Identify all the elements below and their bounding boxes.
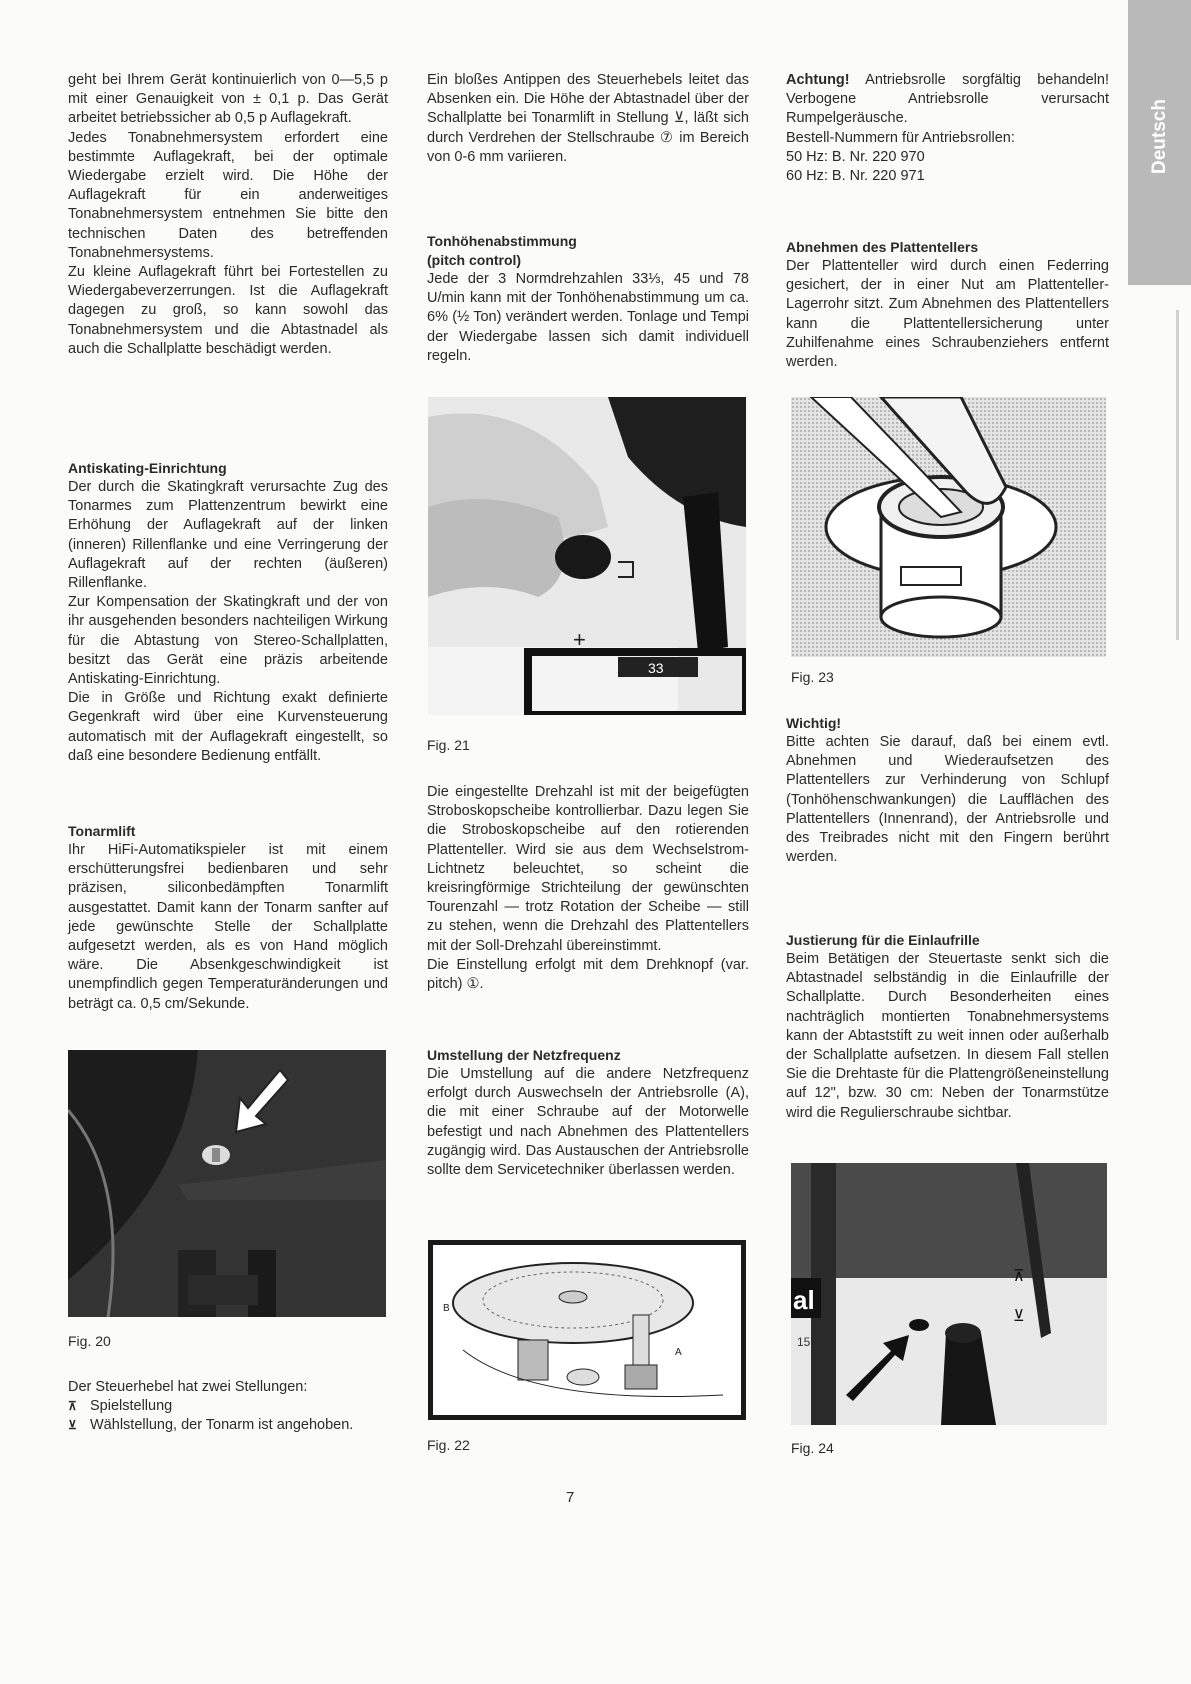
paragraph: Beim Betätigen der Steuertaste senkt sich die Abtastnadel selbständig in die Einlaufrille der Schallplatte. Durch Besonderheiten eines nachträglich montierten Tonabnehmersystems kann der Abtaststift zu weit innen oder außerhalb der Schallplatte aufsetzen. In diesem Fall stellen Sie die Drehtaste für die Plattengrößeneinstellung auf 12", bzw. 30 cm: Neben der Tonarmstütze wird die Regulierschraube sichtbar. [786,951,1109,1121]
achtung-section [786,71,1109,186]
figure-22-label-a: A [675,1347,682,1358]
netz-section [427,1046,749,1180]
wichtig-section [786,714,1109,867]
abnehmen-section [786,238,1109,372]
svg-text:⊻: ⊻ [1013,1308,1025,1325]
select-position-icon: ⊻ [68,1418,77,1433]
justierung-section [786,931,1109,1123]
tonarmlift-section [68,822,388,1014]
section-heading: Wichtig! [786,715,842,731]
paragraph: Jede der 3 Normdrehzahlen 33⅓, 45 und 78 U/min kann mit der Tonhöhenabstimmung um ca. 6% (½ Ton) verändert werden. Tonlage und Tempi der Wiedergabe lassen sich damit individuell regeln. [427,271,749,364]
figure-23-caption: Fig. 23 [791,669,834,685]
figure-24 [791,1163,1107,1425]
paragraph: Der Steuerhebel hat zwei Stellungen: [68,1379,308,1395]
play-position-icon: ⊼ [68,1399,77,1414]
warning-label: Achtung! [786,72,850,88]
paragraph: Bitte achten Sie darauf, daß bei einem evtl. Abnehmen und Wiederaufsetzen des Plattentellers zur Verhinderung von Schlupf (Tonhöhenschwankungen) die Laufflächen des Plattentellers (Innenrand), der Antriebsrolle und des Treibrades nicht mit den Fingern berührt werden. [786,734,1109,866]
figure-23 [791,397,1106,657]
page-number: 7 [566,1489,575,1506]
svg-text:+: + [573,627,586,652]
section-heading: Antiskating-Einrichtung [68,460,227,476]
warning-paragraph: Achtung! Antriebsrolle sorgfältig behandeln! Verbogene Antriebsrolle verursacht Rumpelgeräusche. [786,72,1109,127]
figure-21-label: 33 [648,660,664,676]
paragraph: Die eingestellte Drehzahl ist mit der beigefügten Stroboskopscheibe kontrollierbar. Dazu legen Sie die Stroboskopscheibe auf den rotierenden Plattenteller. Wird sie aus dem Wechselstrom-Lichtnetz beleuchtet, so scheint die kreisringförmige Strichteilung der gewünschten Tourenzahl — trotz Rotation der Scheibe — still zu stehen, wenn die Drehzahl des Plattentellers mit der Soll-Drehzahl übereinstimmt. [427,784,749,954]
strobo-section [427,783,749,994]
section-heading: Tonarmlift [68,823,136,839]
column-1-intro [68,71,388,359]
paragraph: Der durch die Skatingkraft verursachte Zug des Tonarmes zum Plattenzentrum bewirkt eine Erhöhung der Auflagekraft auf der linken (inneren) Rillenflanke und eine Verringerung der Auflagekraft auf der rechten (äußeren) Rillenflanke. [68,479,388,592]
figure-20 [68,1050,386,1317]
order-number-60hz: 60 Hz: B. Nr. 220 971 [786,168,925,185]
figure-21 [428,397,746,715]
paragraph: Der Plattenteller wird durch einen Federring gesichert, der in einer Nut am Plattenteller-Lagerrohr sitzt. Zum Abnehmen des Plattentellers kann die Plattentellersicherung unter Zuhilfenahme eines Schraubenziehers entfernt werden. [786,258,1109,371]
page-edge [1176,310,1179,640]
paragraph: Die in Größe und Richtung exakt definierte Gegenkraft wird über eine Kurvensteuerung automatisch mit der Auflagekraft eingestellt, so daß eine besondere Bedienung entfällt. [68,690,388,764]
paragraph: Ihr HiFi-Automatikspieler ist mit einem erschütterungsfrei bedienbaren und sehr präzisen, siliconbedämpften Tonarmlift ausgestattet. Damit kann der Tonarm sanfter auf jede gewünschte Stelle der Schallplatte aufgesetzt werden, als es von Hand möglich wäre. Die Absenkgeschwindigkeit ist unempfindlich gegen Temperaturänderungen und beträgt ca. 0,5 cm/Sekunde. [68,842,388,1012]
figure-22 [428,1240,746,1420]
figure-22-label-b: B [443,1303,450,1314]
paragraph: Zu kleine Auflagekraft führt bei Fortestellen zu Wiedergabeverzerrungen. Ist die Auflagekraft dagegen zu groß, so kann sowohl das Tonabnehmersystem und die Abtastnadel als auch die Schallplatte beschädigt werden. [68,264,388,357]
section-subheading: (pitch control) [427,252,522,268]
paragraph: Zur Kompensation der Skatingkraft und der von ihr ausgehenden besonders nachteiligen Wirkung für die Abtastung von Stereo-Schallplatten, besitzt das Gerät eine präzis arbeitende Antiskating-Einrichtung. [68,594,388,688]
paragraph: geht bei Ihrem Gerät kontinuierlich von 0—5,5 p mit einer Genauigkeit von ± 0,1 p. Das Gerät arbeitet betriebssicher ab 0,5 p Auflagekraft. [68,72,388,127]
antiskating-section [68,459,388,766]
column-2-intro [427,71,749,167]
order-number-50hz: 50 Hz: B. Nr. 220 970 [786,148,925,165]
figure-24-label: al [793,1285,815,1315]
lever-section [68,1378,388,1436]
paragraph: Ein bloßes Antippen des Steuerhebels leitet das Absenken ein. Die Höhe der Abtastnadel über der Schallplatte bei Tonarmlift in Stellung ⊻, läßt sich durch Verdrehen der Stellschraube ⑦ im Bereich von 0-6 mm variieren. [427,72,749,165]
section-heading: Justierung für die Einlaufrille [786,932,980,948]
figure-21-caption: Fig. 21 [427,737,470,753]
figure-24-caption: Fig. 24 [791,1440,834,1456]
pitch-section [427,232,749,366]
section-heading: Tonhöhenabstimmung [427,233,577,249]
language-tab-label: Deutsch [1149,99,1170,175]
svg-text:⊼: ⊼ [1013,1268,1025,1285]
paragraph: Die Umstellung auf die andere Netzfrequenz erfolgt durch Auswechseln der Antriebsrolle (A), die mit einer Schraube auf der Motorwelle befestigt und nach Abnehmen des Plattentellers zugängig wird. Das Austauschen der Antriebsrolle sollte dem Servicetechniker überlassen werden. [427,1066,749,1179]
section-heading: Umstellung der Netzfrequenz [427,1047,621,1063]
lever-position-play: ⊼ Spielstellung [68,1397,388,1416]
section-heading: Abnehmen des Plattentellers [786,239,979,255]
figure-22-caption: Fig. 22 [427,1437,470,1453]
order-title: Bestell-Nummern für Antriebsrollen: [786,129,1015,146]
language-tab [1128,0,1191,285]
lever-position-select: ⊻ Wählstellung, der Tonarm ist angehoben. [68,1416,388,1435]
paragraph: Jedes Tonabnehmersystem erfordert eine bestimmte Auflagekraft, bei der optimale Wiedergabe erzielt wird. Die Höhe der Auflagekraft für ein anderweitiges Tonabnehmersystem entnehmen Sie bitte den technischen Daten des betreffenden Tonabnehmersystems. [68,129,388,261]
figure-24-sublabel: 15 [797,1335,811,1349]
figure-20-caption: Fig. 20 [68,1333,111,1349]
paragraph: Die Einstellung erfolgt mit dem Drehknopf (var. pitch) ①. [427,956,749,993]
